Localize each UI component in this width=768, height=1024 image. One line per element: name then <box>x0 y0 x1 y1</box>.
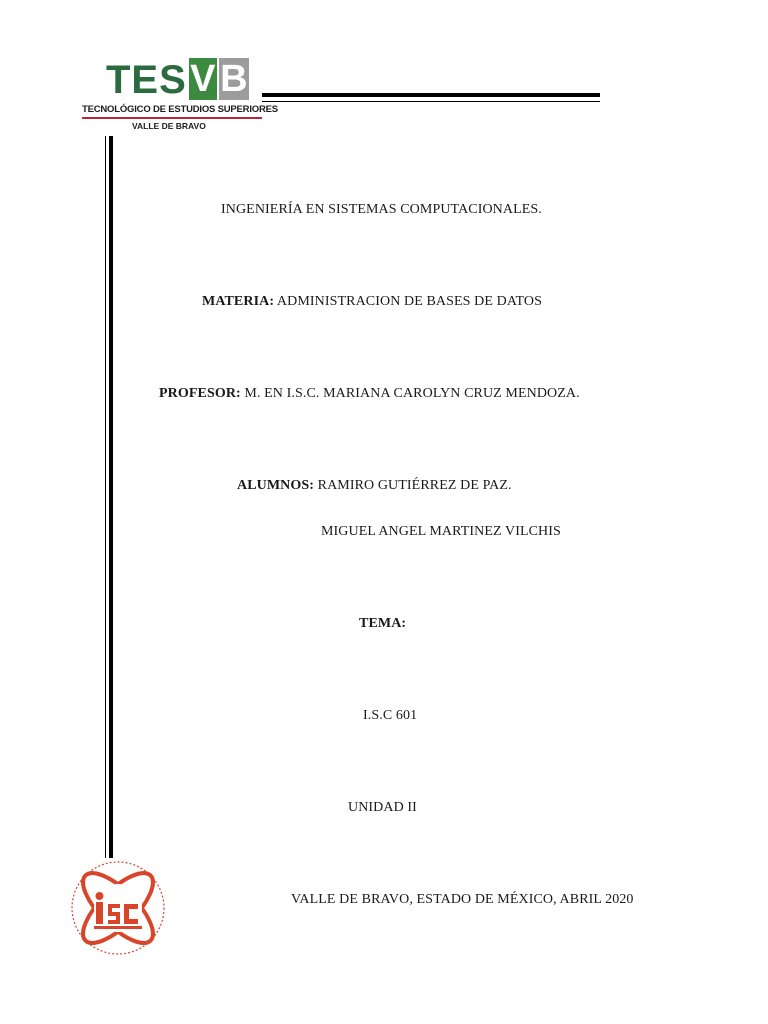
logo-letter-v: V <box>190 58 216 100</box>
seal-graphic <box>68 858 168 958</box>
isc-career-seal-icon <box>68 858 168 958</box>
student-name-1: RAMIRO GUTIÉRREZ DE PAZ. <box>317 478 512 493</box>
subject-value: ADMINISTRACION DE BASES DE DATOS <box>276 294 542 309</box>
logo-letters-tes: TES <box>106 58 187 102</box>
career-name: INGENIERÍA EN SISTEMAS COMPUTACIONALES. <box>221 202 542 217</box>
place-date: VALLE DE BRAVO, ESTADO DE MÉXICO, ABRIL 2020 <box>291 892 634 907</box>
logo-letter-b: B <box>220 58 248 100</box>
left-rule-thick <box>109 136 113 858</box>
logo-mark <box>106 56 249 100</box>
teacher-value: M. EN I.S.C. MARIANA CAROLYN CRUZ MENDOZA. <box>244 386 580 401</box>
tesvb-logo <box>82 52 278 136</box>
logo-institution-name: TECNOLÓGICO DE ESTUDIOS SUPERIORES <box>82 104 278 115</box>
student-name-2: MIGUEL ANGEL MARTINEZ VILCHIS <box>321 524 561 539</box>
topic-label: TEMA: <box>359 616 407 631</box>
logo-red-rule <box>82 117 262 119</box>
students-line <box>237 478 512 494</box>
header-rule-thin <box>262 101 600 102</box>
subject-label: MATERIA: <box>202 294 275 309</box>
teacher-line <box>159 386 580 402</box>
teacher-label: PROFESOR: <box>159 386 241 401</box>
students-label: ALUMNOS: <box>237 478 315 493</box>
logo-campus-name: VALLE DE BRAVO <box>132 121 206 131</box>
topic-line <box>359 616 406 632</box>
group-code: I.S.C 601 <box>363 708 418 723</box>
left-rule-thin <box>105 136 106 858</box>
subject-line <box>202 294 542 310</box>
header-rule-thick <box>262 93 600 97</box>
unit-label: UNIDAD II <box>348 800 417 815</box>
